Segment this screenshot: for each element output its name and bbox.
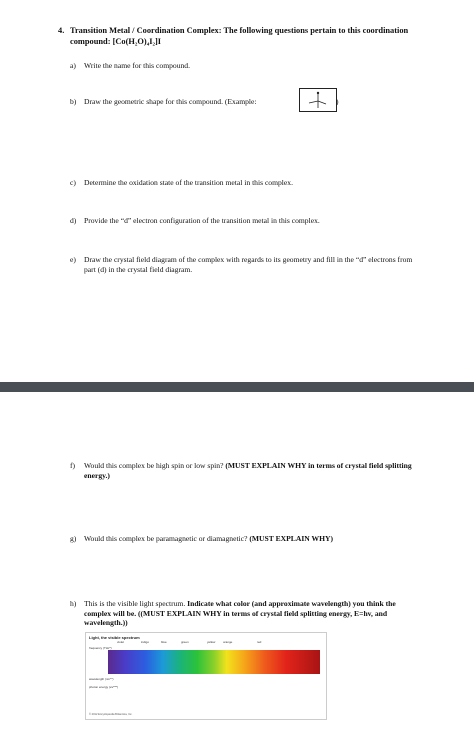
part-h-plain: This is the visible light spectrum.	[84, 599, 186, 608]
part-c-letter: c)	[70, 178, 76, 187]
part-a-text: Write the name for this compound.	[84, 61, 190, 70]
spectrum-energy-label: photon energy (eV***)	[89, 685, 119, 689]
part-d-letter: d)	[70, 216, 77, 225]
part-h-text	[84, 599, 420, 628]
example-geometry-image	[299, 88, 337, 112]
part-d-text: Provide the “d” electron configuration of the transition metal in this complex.	[84, 216, 320, 225]
spectrum-color-band	[108, 650, 320, 674]
part-h-bold: Indicate what color (and approximate wavelength) you think the complex will be. ((MUST EXPLAIN WHY in terms of crystal field splitting energy, E=hv, and wavelength.))	[84, 599, 396, 627]
visible-spectrum-image	[85, 632, 327, 720]
part-b-close: )	[336, 97, 339, 106]
spectrum-wavelength-label: wavelength (nm**)	[89, 677, 114, 681]
part-e-letter: e)	[70, 255, 76, 264]
part-g-letter: g)	[70, 534, 77, 543]
spectrum-frequency-label: frequency (THz*)	[89, 646, 112, 650]
spectrum-color-green: green	[181, 640, 189, 644]
spectrum-title: Light, the visible spectrum	[89, 635, 140, 640]
part-a-letter: a)	[70, 61, 76, 70]
part-g-plain: Would this complex be paramagnetic or diamagnetic?	[84, 534, 248, 543]
part-f-text	[84, 461, 420, 480]
part-f-plain: Would this complex be high spin or low spin?	[84, 461, 224, 470]
spectrum-color-blue: blue	[161, 640, 167, 644]
spectrum-color-yellow: yellow	[207, 640, 216, 644]
part-h-letter: h)	[70, 599, 77, 608]
spectrum-copyright: © 2012 Encyclopædia Britannica, Inc.	[89, 713, 133, 716]
page-2	[0, 392, 474, 732]
spectrum-color-violet: violet	[117, 640, 125, 644]
part-e-text: Draw the crystal field diagram of the complex with regards to its geometry and fill in the “d” electrons from part (d) in the crystal field diagram.	[84, 255, 413, 274]
part-c-text: Determine the oxidation state of the transition metal in this complex.	[84, 178, 293, 187]
spectrum-color-names	[89, 640, 321, 645]
part-f-bold: (MUST EXPLAIN WHY in terms of crystal field splitting energy.)	[84, 461, 412, 480]
spectrum-color-orange: orange	[223, 640, 233, 644]
spectrum-color-indigo: indigo	[141, 640, 150, 644]
part-b-letter: b)	[70, 97, 77, 106]
question-heading-text: Transition Metal / Coordination Complex: The following questions pertain to this coordination compound: [Co(H₂O)₄I₂]I	[70, 26, 409, 46]
part-b-text: Draw the geometric shape for this compound. (Example:	[84, 97, 257, 106]
part-g-bold: (MUST EXPLAIN WHY)	[249, 534, 334, 543]
spectrum-color-red: red	[257, 640, 262, 644]
part-g-text	[84, 534, 420, 544]
question-number: 4.	[58, 26, 65, 35]
page-divider	[0, 382, 474, 392]
example-molecule-icon	[300, 89, 336, 111]
part-f-letter: f)	[70, 461, 76, 470]
